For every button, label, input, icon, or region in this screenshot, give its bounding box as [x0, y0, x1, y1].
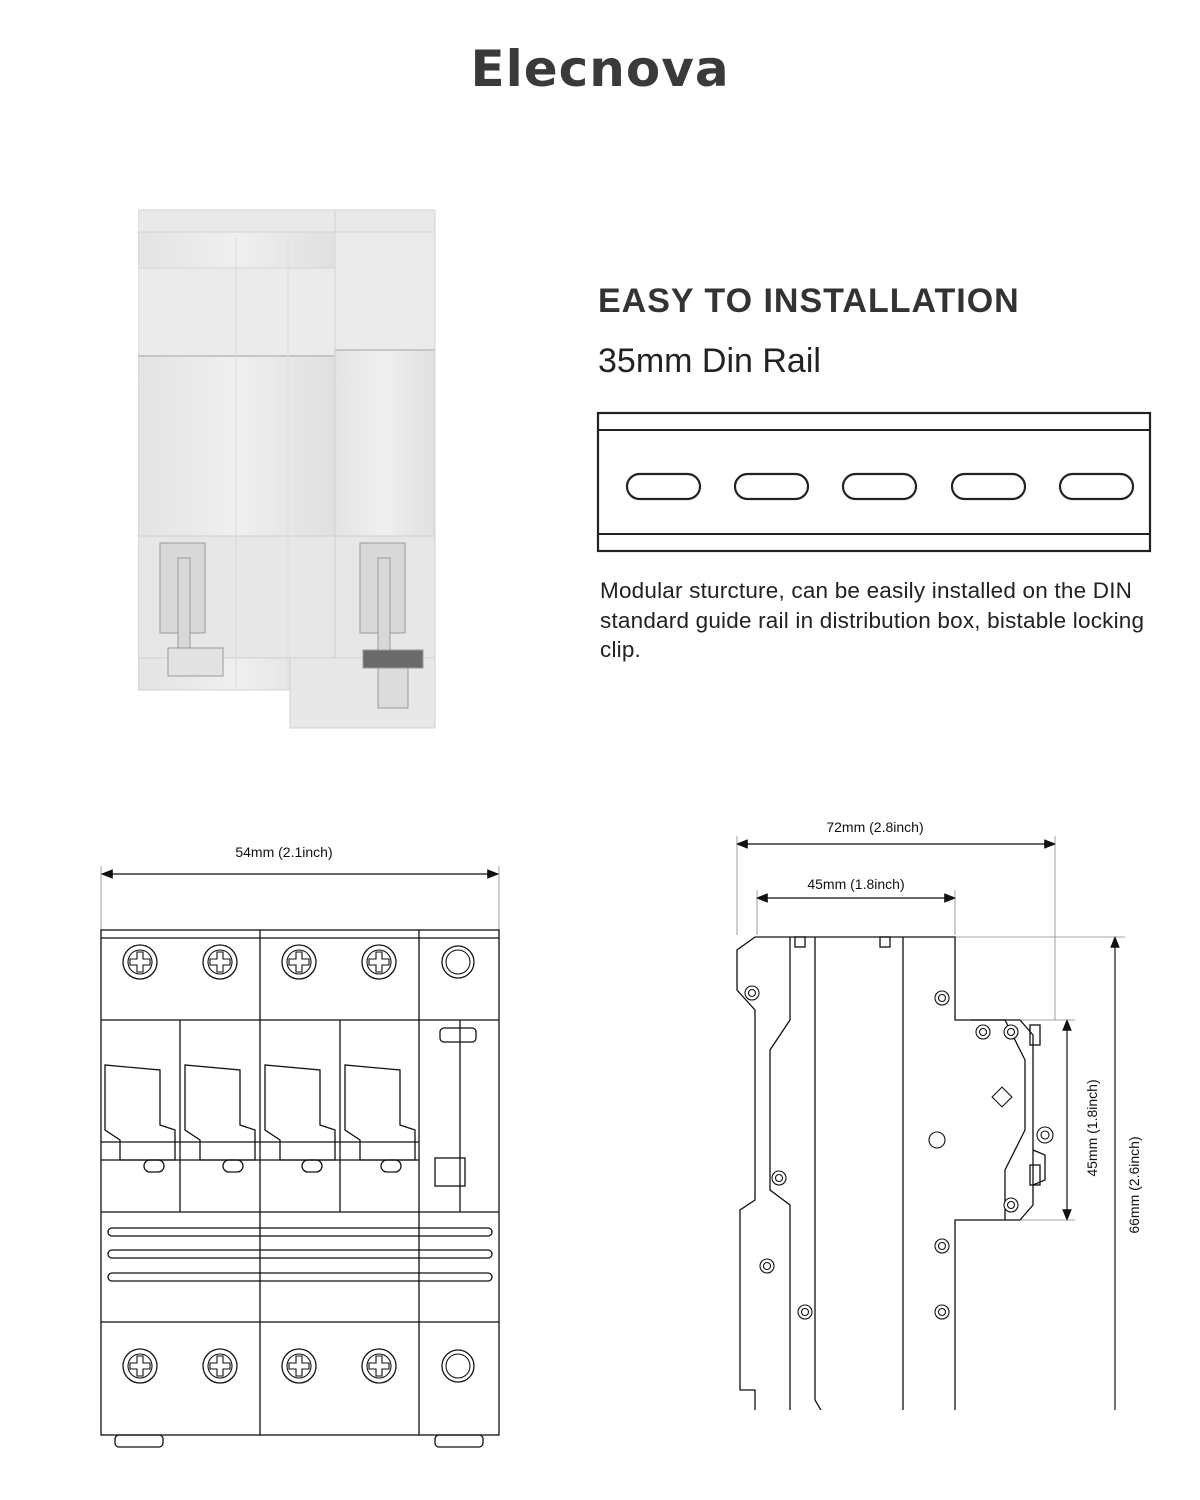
rail-slot-1	[627, 474, 700, 499]
brand-logo: Elecnova	[470, 40, 730, 98]
front-width-label: 54mm (2.1inch)	[235, 844, 333, 860]
install-description: Modular sturcture, can be easily installed on the DIN standard guide rail in distribution box, bistable locking clip.	[600, 578, 1145, 662]
rail-slot-3	[843, 474, 916, 499]
rail-slot-4	[952, 474, 1025, 499]
din-rail-subhead: 35mm Din Rail	[598, 342, 821, 380]
install-headline: EASY TO INSTALLATION	[598, 282, 1020, 320]
side-total-width-label: 72mm (2.8inch)	[826, 819, 924, 835]
breaker-back-photo	[138, 208, 438, 733]
rail-slot-2	[735, 474, 808, 499]
din-rail-diagram	[596, 410, 1156, 556]
side-body-width-label: 45mm (1.8inch)	[807, 876, 905, 892]
front-view-drawing	[80, 830, 520, 1460]
side-view-drawing	[715, 810, 1175, 1410]
rail-slot-5	[1060, 474, 1133, 499]
side-front-height-label: 45mm (1.8inch)	[1084, 1079, 1100, 1177]
side-total-height-label: 66mm (2.6inch)	[1126, 1136, 1142, 1234]
